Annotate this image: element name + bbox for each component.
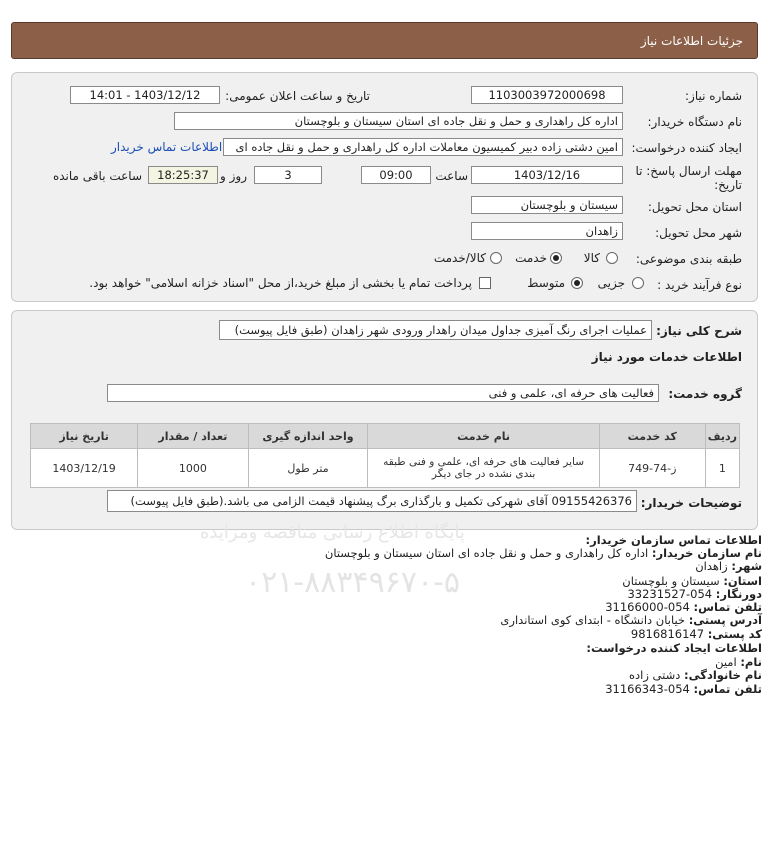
contact-phone: تلفن تماس: 054-31166000: [605, 600, 762, 614]
services-table: [30, 423, 740, 488]
category-goods-service-radio[interactable]: [490, 252, 502, 264]
days-label: روز و: [220, 169, 247, 183]
cell-code: ز-74-749: [599, 449, 705, 488]
process-label: نوع فرآیند خرید :: [657, 278, 742, 292]
deadline-time-label: ساعت: [435, 169, 468, 183]
contact-city: شهر: زاهدان: [695, 559, 762, 573]
cell-name: سایر فعالیت های حرفه ای، علمی و فنی طبقه بندی نشده در جای دیگر: [368, 449, 599, 488]
cell-unit: متر طول: [248, 449, 368, 488]
need-number-field: 1103003972000698: [471, 86, 623, 104]
contact-title: اطلاعات تماس سازمان خریدار:: [585, 533, 762, 547]
treasury-payment-note: پرداخت تمام یا بخشی از مبلغ خرید،از محل "اسناد خزانه اسلامی" خواهد بود.: [89, 276, 472, 290]
city-label: شهر محل تحویل:: [655, 226, 742, 240]
cell-qty: 1000: [138, 449, 248, 488]
cell-date: 1403/12/19: [31, 449, 138, 488]
need-number-label: شماره نیاز:: [685, 89, 742, 103]
announce-label: تاریخ و ساعت اعلان عمومی:: [225, 89, 370, 103]
treasury-payment-checkbox[interactable]: [479, 277, 491, 289]
service-group-label: گروه خدمت:: [668, 387, 742, 401]
contact-province: استان: سیستان و بلوچستان: [622, 574, 762, 588]
creator-phone: تلفن تماس: 054-31166343: [605, 682, 762, 696]
col-code-header: کد خدمت: [599, 424, 705, 449]
creator-label: ایجاد کننده درخواست:: [631, 141, 742, 155]
creator-field: امین دشتی زاده دبیر کمیسیون معاملات اداره کل راهداری و حمل و نقل جاده ای: [223, 138, 623, 156]
col-row-header: ردیف: [705, 424, 739, 449]
service-group-field: فعالیت های حرفه ای، علمی و فنی: [107, 384, 659, 402]
province-label: استان محل تحویل:: [647, 200, 742, 214]
process-minor-label: جزیی: [597, 276, 625, 290]
contact-address: آدرس پستی: خیابان دانشگاه - ابتدای کوی استانداری: [500, 613, 762, 627]
category-goods-label: کالا: [583, 251, 600, 265]
buyer-notes-label: توضیحات خریدار:: [640, 496, 742, 510]
col-qty-header: تعداد / مقدار: [138, 424, 248, 449]
category-service-label: خدمت: [515, 251, 547, 265]
category-label: طبقه بندی موضوعی:: [635, 252, 742, 266]
table-header-row: [31, 424, 740, 449]
cell-row: 1: [705, 449, 739, 488]
process-medium-radio[interactable]: [571, 277, 583, 289]
watermark-caption: پایگاه اطلاع رسانی مناقصه ومزایده: [200, 522, 465, 543]
remaining-label: ساعت باقی مانده: [52, 169, 142, 183]
buyer-org-label: نام دستگاه خریدار:: [647, 115, 742, 129]
contact-postal: کد پستی: 9816816147: [630, 627, 762, 641]
buyer-notes-field: 09155426376 آقای شهرکی تکمیل و بارگذاری برگ پیشنهاد قیمت الزامی می باشد.(طبق فایل پیوست): [107, 490, 637, 512]
col-unit-header: واحد اندازه گیری: [248, 424, 368, 449]
page-title: جزئیات اطلاعات نیاز: [640, 34, 743, 48]
category-service-radio[interactable]: [550, 252, 562, 264]
days-field: 3: [254, 166, 322, 184]
page-header: [11, 22, 758, 59]
announce-field: 1403/12/12 - 14:01: [70, 86, 220, 104]
category-goods-radio[interactable]: [606, 252, 618, 264]
buyer-contact-link[interactable]: اطلاعات تماس خریدار: [111, 140, 223, 154]
process-minor-radio[interactable]: [632, 277, 644, 289]
summary-label: شرح کلی نیاز:: [656, 324, 742, 338]
contact-org: نام سازمان خریدار: اداره کل راهداری و حمل و نقل جاده ای استان سیستان و بلوچستان: [324, 546, 762, 560]
category-goods-service-label: کالا/خدمت: [433, 251, 486, 265]
summary-field: عملیات اجرای رنگ آمیزی جداول میدان راهدار ورودی شهر زاهدان (طبق فایل پیوست): [219, 320, 652, 340]
services-title: اطلاعات خدمات مورد نیاز: [591, 350, 742, 364]
creator-name: نام: امین: [715, 655, 762, 669]
contact-fax: دورنگار: 054-33231527: [627, 587, 762, 601]
col-name-header: نام خدمت: [368, 424, 599, 449]
col-date-header: تاریخ نیاز: [31, 424, 138, 449]
remaining-time-field: 18:25:37: [148, 166, 218, 184]
creator-family: نام خانوادگی: دشتی زاده: [629, 668, 762, 682]
need-info-panel: [11, 72, 758, 302]
watermark-phone: ۰۲۱-۸۸۳۴۹۶۷۰-۵: [245, 565, 461, 600]
deadline-date-field: 1403/12/16: [471, 166, 623, 184]
deadline-time-field: 09:00: [361, 166, 431, 184]
province-field: سیستان و بلوچستان: [471, 196, 623, 214]
creator-info-title: اطلاعات ایجاد کننده درخواست:: [586, 641, 762, 655]
buyer-org-field: اداره کل راهداری و حمل و نقل جاده ای استان سیستان و بلوچستان: [174, 112, 623, 130]
city-field: زاهدان: [471, 222, 623, 240]
table-row: [31, 449, 740, 488]
process-medium-label: متوسط: [527, 276, 565, 290]
deadline-label-2: تاریخ:: [714, 178, 742, 192]
deadline-label-1: مهلت ارسال پاسخ: تا: [635, 164, 742, 178]
